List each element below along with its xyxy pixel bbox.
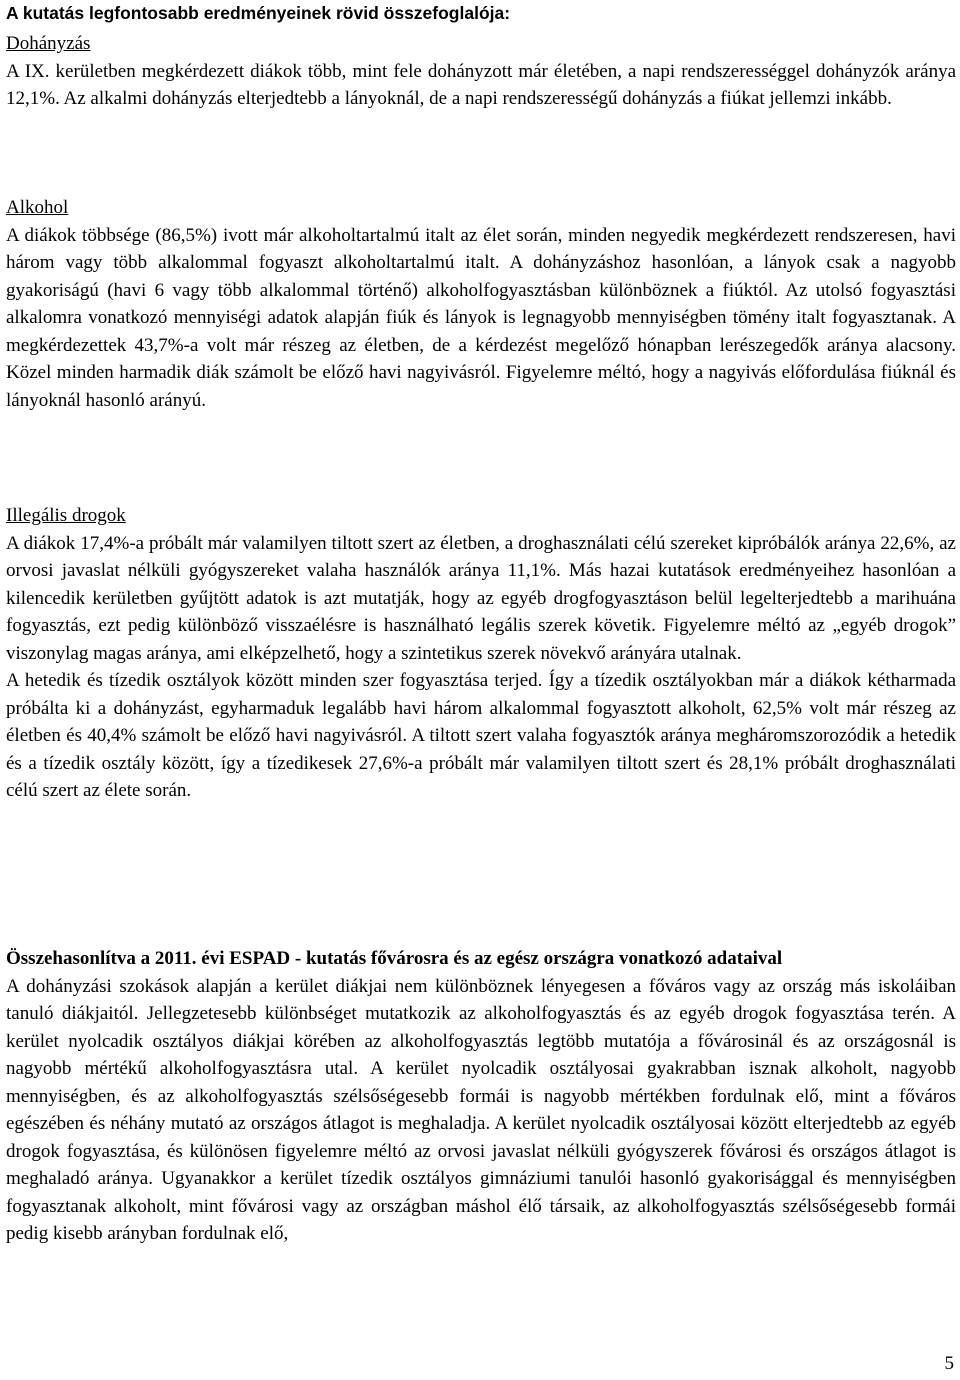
page-number: 5 [944,1353,954,1374]
paragraph-comparison: A dohányzási szokások alapján a kerület diákjai nem különböznek lényegesen a főváros vagy az ország más iskoláiban tanuló diákjaitól. Jellegzetesebb különbséget mutatkozik az alkoholfogyasztás és az egyéb drogok fogyasztása terén. A kerület nyolcadik osztályos diákjai körében az alkoholfogyasztás legtöbb mutatója a fővárosinál és az országosnál is nagyobb mértékű alkoholfogyasztásra utal. A kerület nyolcadik osztályosai gyakrabban isznak alkoholt, nagyobb mennyiségben, és az alkoholfogyasztás szélsőségesebb formái is nagyobb mértékben fordulnak elő, mint a főváros egészében és néhány mutató az országos átlagot is meghaladja. A kerület nyolcadik osztályosai között elterjedtebb az egyéb drogok fogyasztása, és különösen figyelemre méltó az orvosi javaslat nélküli gyógyszerek fővárosi és országos átlagot is meghaladó aránya. Ugyanakkor a kerület tízedik osztályos gimnáziumi tanulói hasonló gyakorisággal és mennyiségben fogyasztanak alkoholt, mint fővárosi vagy az országban máshol élő társaik, az alkoholfogyasztás szélsőségesebb formái pedig kisebb arányban fordulnak elő, [6,975,956,1244]
paragraph-drugs-2: A hetedik és tízedik osztályok között minden szer fogyasztása terjed. Így a tízedik osztályokban már a diákok kétharmada próbálta ki a dohányzást, egyharmaduk legalább havi három alkalommal fogyasztott alkoholt, 62,5% volt már részeg az életben és 40,4% számolt be előző havi nagyivásról. A tiltott szert valaha fogyasztók aránya megháromszorozódik a hetedik és a tízedik osztály között, így a tízedikesek 27,6%-a próbált már valamilyen tiltott szert és 28,1% próbált droghasználati célú szert az élete során. [6,670,956,801]
paragraph-drugs-1: A diákok 17,4%-a próbált már valamilyen tiltott szert az életben, a droghasználati célú szereket kipróbálók aránya 22,6%, az orvosi javaslat nélküli gyógyszereket valaha használók aránya 11,1%. Más hazai kutatások eredményeihez hasonlóan a kilencedik kerületben gyűjtött adatok is azt mutatják, hogy az egyéb drogfogyasztáson belül legelterjedtebb a marihuána fogyasztás, ezt pedig különböző visszaélésre is használható legális szerek követik. Figyelemre méltó az „egyéb drogok” viszonylag magas aránya, ami elképzelhető, hogy a szintetikus szerek növekvő arányára utalnak. [6,532,956,664]
section-comparison [6,945,956,1248]
section-title-smoking: Dohányzás [6,33,91,54]
section-smoking [6,30,956,113]
document-page [6,0,956,1244]
paragraph-smoking: A IX. kerületben megkérdezett diákok több, mint fele dohányzott már életében, a napi rendszerességgel dohányzók aránya 12,1%. Az alkalmi dohányzás elterjedtebb a lányoknál, de a napi rendszerességű dohányzás a fiúkat jellemzi inkább. [6,60,956,109]
section-title-alcohol: Alkohol [6,197,69,218]
paragraph-alcohol: A diákok többsége (86,5%) ivott már alkoholtartalmú italt az élet során, minden negyedik megkérdezett rendszeresen, havi három vagy több alkalommal fogyaszt alkoholtartalmú italt. A dohányzáshoz hasonlóan, a lányok csak a nagyobb gyakoriságú (havi 6 vagy több alkalommal történő) alkoholfogyasztásban különböznek a fiúktól. Az utolsó fogyasztási alkalomra vonatkozó mennyiségi adatok alapján fiúk és lányok is legnagyobb mennyiségben tömény italt fogyasztanak. A megkérdezettek 43,7%-a volt már részeg az életben, de a kérdezést megelőző hónapban lerészegedők aránya alacsony. Közel minden harmadik diák számolt be előző havi nagyivásról. Figyelemre méltó, hogy a nagyivás előfordulása fiúknál és lányoknál hasonló arányú. [6,224,956,411]
page-heading: A kutatás legfontosabb eredményeinek rövid összefoglalója: [6,3,511,23]
section-drugs [6,502,956,805]
section-title-drugs: Illegális drogok [6,505,126,526]
section-title-comparison: Összehasonlítva a 2011. évi ESPAD - kutatás fővárosra és az egész országra vonatkozó adataival [6,948,783,969]
section-alcohol [6,194,956,414]
